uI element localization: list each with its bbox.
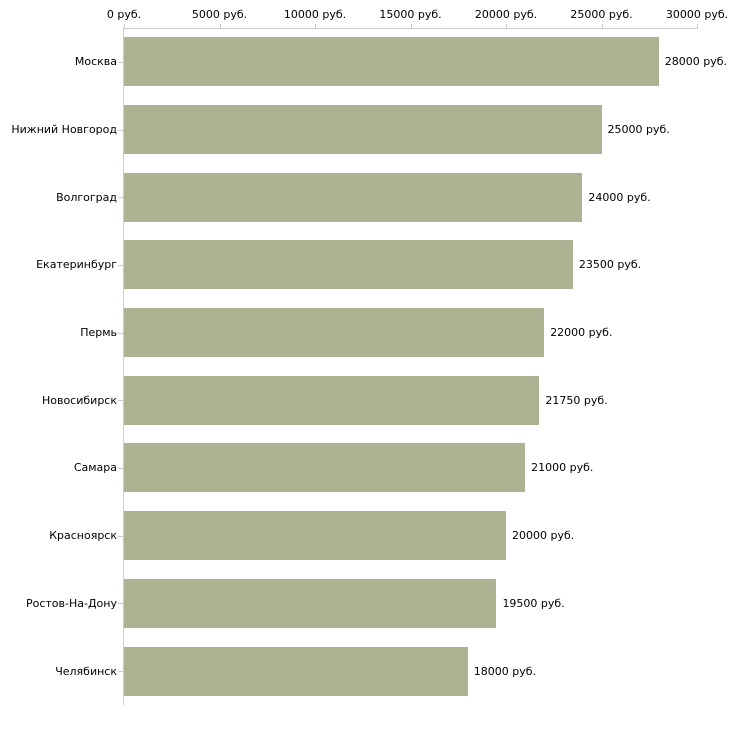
bar-value-label: 23500 руб. (578, 258, 642, 272)
y-tick-mark (118, 333, 123, 334)
bar-container (124, 570, 565, 638)
bar-value-label: 21000 руб. (531, 461, 594, 475)
bar-row[interactable] (0, 163, 730, 231)
bar-container (124, 96, 670, 164)
bar-container (124, 637, 536, 705)
category-label: Пермь (80, 326, 117, 340)
x-tick-label: 10000 руб. (283, 8, 347, 21)
bar-row[interactable] (0, 299, 730, 367)
bar-container (124, 163, 651, 231)
y-tick-mark (118, 197, 123, 198)
bar-row[interactable] (0, 434, 730, 502)
bar-value-label: 28000 руб. (664, 55, 728, 69)
bar-container (124, 299, 612, 367)
bar-row[interactable] (0, 637, 730, 705)
category-label: Ростов-На-Дону (25, 596, 117, 610)
bar-value-label: 25000 руб. (607, 123, 670, 137)
category-label: Самара (73, 461, 117, 475)
bar-row[interactable] (0, 366, 730, 434)
bar[interactable] (124, 376, 539, 425)
x-tick-label: 5000 руб. (191, 8, 248, 21)
bar[interactable] (124, 37, 659, 86)
bar-container (124, 366, 608, 434)
y-tick-mark (118, 400, 123, 401)
bar-row[interactable] (0, 231, 730, 299)
bar-value-label: 19500 руб. (502, 596, 565, 610)
y-tick-mark (118, 468, 123, 469)
y-tick-mark (118, 265, 123, 266)
y-tick-mark (118, 603, 123, 604)
bar-rows (0, 28, 730, 705)
x-tick-label: 20000 руб. (474, 8, 538, 21)
bar-row[interactable] (0, 570, 730, 638)
bar-container (124, 502, 574, 570)
x-axis-tick-labels (0, 0, 730, 28)
bar-value-label: 22000 руб. (550, 326, 613, 340)
bar-container (124, 434, 593, 502)
x-tick-label: 0 руб. (106, 8, 142, 21)
bar[interactable] (124, 443, 525, 492)
bar-value-label: 24000 руб. (588, 190, 651, 204)
category-label: Новосибирск (41, 393, 117, 407)
y-tick-mark (118, 130, 123, 131)
category-label: Екатеринбург (36, 258, 117, 272)
category-label: Нижний Новгород (11, 123, 117, 137)
bar[interactable] (124, 511, 506, 560)
x-tick-label: 30000 руб. (665, 8, 729, 21)
bar-container (124, 28, 727, 96)
bar[interactable] (124, 173, 582, 222)
bar[interactable] (124, 579, 496, 628)
bar-row[interactable] (0, 96, 730, 164)
bar[interactable] (124, 105, 602, 154)
bar-value-label: 18000 руб. (473, 664, 537, 678)
category-label: Москва (74, 55, 117, 69)
y-tick-mark (118, 671, 123, 672)
category-label: Красноярск (49, 529, 117, 543)
bar-row[interactable] (0, 502, 730, 570)
bar-row[interactable] (0, 28, 730, 96)
y-tick-mark (118, 62, 123, 63)
category-label: Волгоград (56, 190, 117, 204)
bar-value-label: 21750 руб. (545, 393, 608, 407)
bar[interactable] (124, 240, 573, 289)
bar[interactable] (124, 647, 468, 696)
bar[interactable] (124, 308, 544, 357)
x-tick-label: 25000 руб. (570, 8, 633, 21)
category-label: Челябинск (55, 664, 117, 678)
x-tick-label: 15000 руб. (379, 8, 442, 21)
bar-value-label: 20000 руб. (512, 529, 575, 543)
bar-container (124, 231, 641, 299)
y-tick-mark (118, 536, 123, 537)
